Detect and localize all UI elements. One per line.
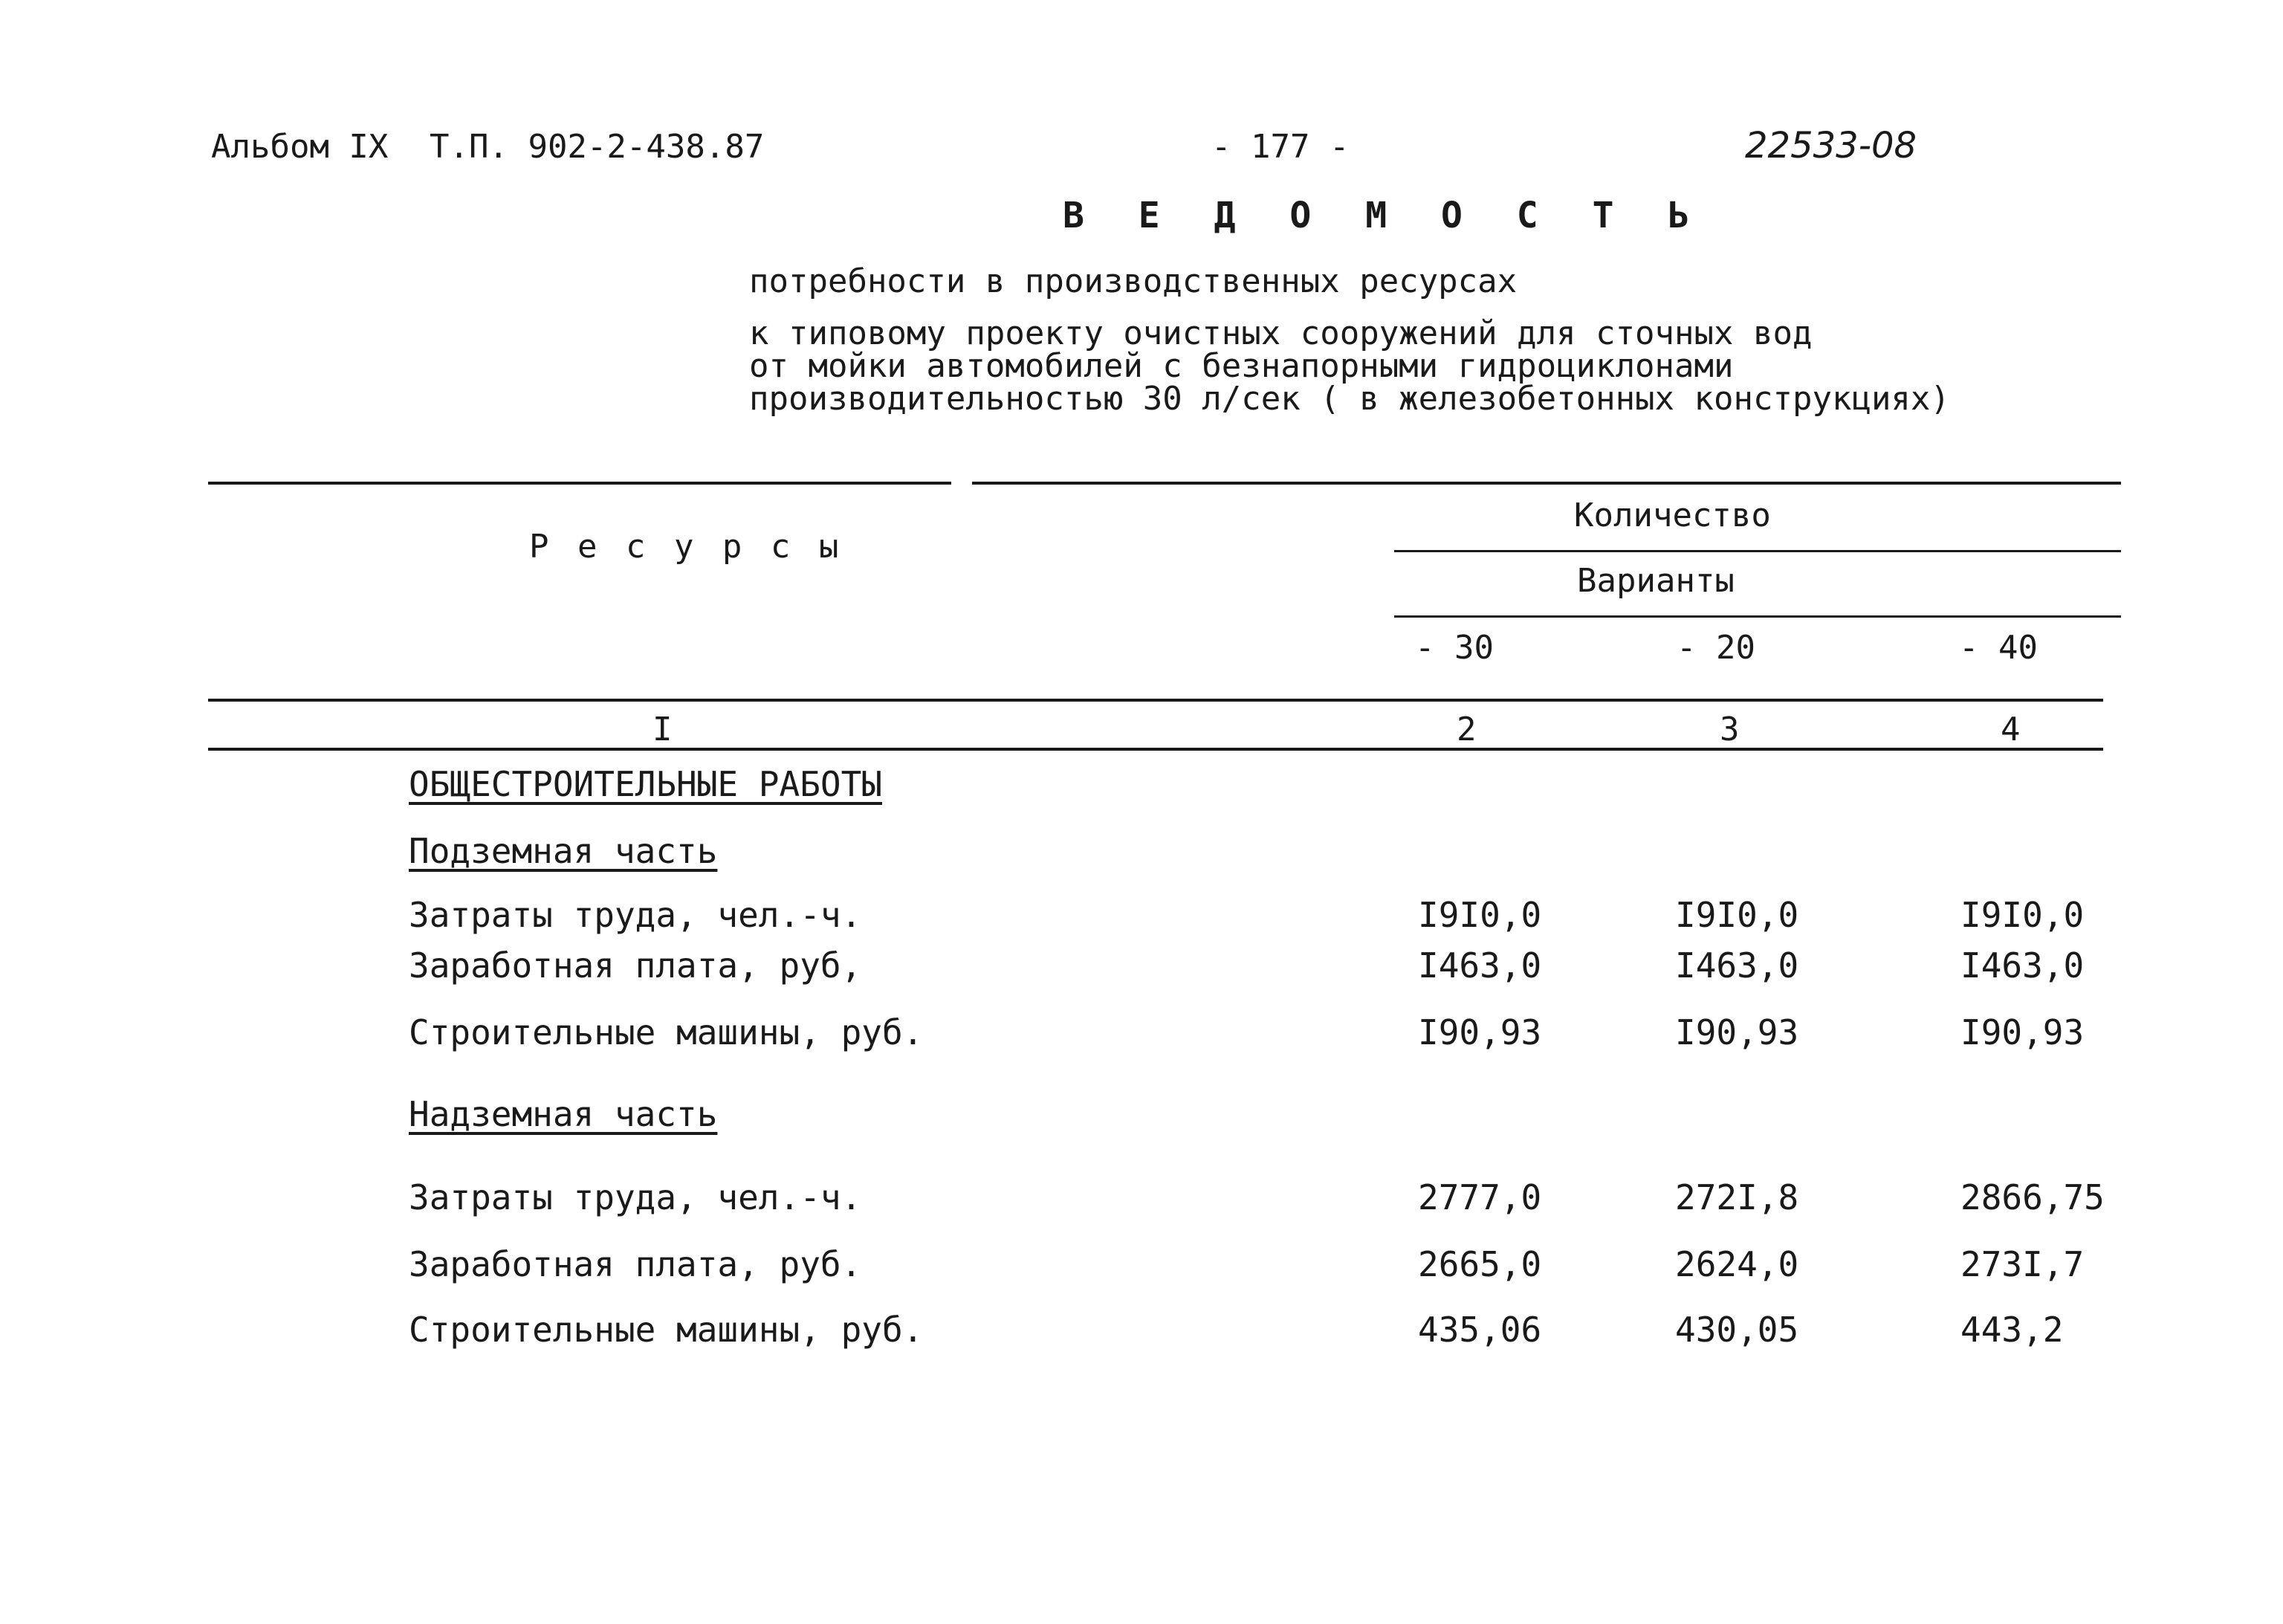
row-value: 430,05 <box>1675 1310 1799 1350</box>
group-title-aboveground: Надземная часть <box>409 1094 718 1134</box>
header-bottom-rule <box>208 699 2103 702</box>
row-value: I463,0 <box>1675 945 1799 986</box>
resources-column-header: Р е с у р с ы <box>529 528 843 566</box>
row-value: 272I,8 <box>1675 1177 1799 1217</box>
column-number-3: 3 <box>1720 711 1740 748</box>
row-value: I90,93 <box>1960 1012 2085 1052</box>
row-value: 2866,75 <box>1960 1177 2105 1217</box>
row-value: 2665,0 <box>1418 1244 1542 1284</box>
variants-rule <box>1394 615 2121 618</box>
table-top-rule-right <box>972 482 2121 485</box>
project-code: Т.П. 902-2-438.87 <box>430 128 765 166</box>
subtitle-line-4: производительностью 30 л/сек ( в железобетонных конструкциях) <box>749 380 1950 418</box>
row-value: I9I0,0 <box>1960 895 2085 935</box>
page-number: - 177 - <box>1211 128 1350 166</box>
row-label: Строительные машины, руб. <box>409 1012 924 1052</box>
section-title: ОБЩЕСТРОИТЕЛЬНЫЕ РАБОТЫ <box>409 764 882 804</box>
table-top-rule-left <box>208 482 951 485</box>
row-label: Затраты труда, чел.-ч. <box>409 895 862 935</box>
group-title-underground: Подземная часть <box>409 831 718 871</box>
quantity-rule <box>1394 550 2121 552</box>
variants-column-header: Варианты <box>1577 562 1735 600</box>
column-number-4: 4 <box>2001 711 2021 748</box>
variant-header-3: - 40 <box>1959 629 2038 667</box>
row-label: Заработная плата, руб, <box>409 945 862 986</box>
variant-header-1: - 30 <box>1415 629 1494 667</box>
album-label: Альбом IX <box>211 128 389 166</box>
column-number-rule <box>208 748 2103 751</box>
row-value: I463,0 <box>1960 945 2085 986</box>
row-value: 443,2 <box>1960 1310 2064 1350</box>
row-value: I90,93 <box>1675 1012 1799 1052</box>
row-label: Затраты труда, чел.-ч. <box>409 1177 862 1217</box>
row-value: I9I0,0 <box>1418 895 1542 935</box>
row-value: 435,06 <box>1418 1310 1542 1350</box>
document-title: В Е Д О М О С Т Ь <box>1063 195 1706 236</box>
row-value: 2624,0 <box>1675 1244 1799 1284</box>
row-value: I90,93 <box>1418 1012 1542 1052</box>
quantity-column-header: Количество <box>1574 496 1771 534</box>
row-value: I9I0,0 <box>1675 895 1799 935</box>
row-label: Заработная плата, руб. <box>409 1244 862 1284</box>
row-value: I463,0 <box>1418 945 1542 986</box>
row-value: 273I,7 <box>1960 1244 2085 1284</box>
subtitle-line-3: от мойки автомобилей с безнапорными гидроциклонами <box>749 347 1734 385</box>
document-code: 22533-08 <box>1745 125 1917 166</box>
row-value: 2777,0 <box>1418 1177 1542 1217</box>
subtitle-line-2: к типовому проекту очистных сооружений для сточных вод <box>749 314 1813 352</box>
row-label: Строительные машины, руб. <box>409 1310 924 1350</box>
column-number-2: 2 <box>1457 711 1477 748</box>
subtitle-line-1: потребности в производственных ресурсах <box>749 262 1518 300</box>
variant-header-2: - 20 <box>1677 629 1755 667</box>
column-number-1: I <box>652 711 673 748</box>
